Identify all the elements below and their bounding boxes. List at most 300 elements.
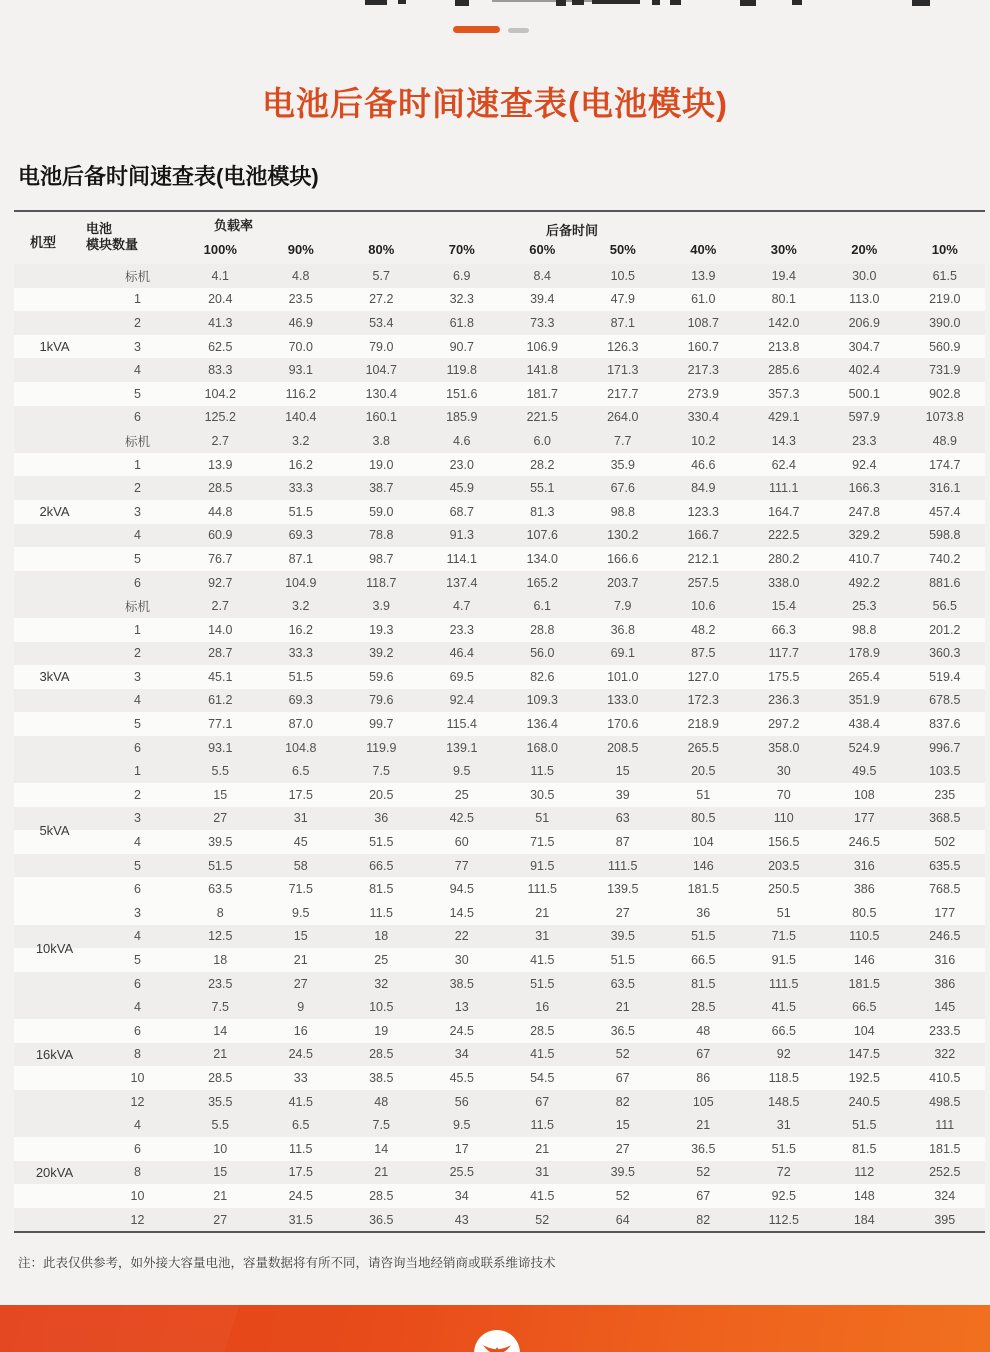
value-cell: 39.4 bbox=[530, 292, 555, 307]
value-cell: 45.5 bbox=[449, 1070, 474, 1085]
value-cell: 21 bbox=[696, 1118, 711, 1133]
load-col-header: 30% bbox=[770, 242, 797, 257]
value-cell: 112.5 bbox=[768, 1212, 799, 1227]
value-cell: 17.5 bbox=[288, 787, 313, 802]
value-cell: 99.7 bbox=[369, 717, 394, 732]
value-cell: 36.8 bbox=[610, 622, 635, 637]
value-cell: 54.5 bbox=[530, 1070, 555, 1085]
value-cell: 28.5 bbox=[691, 1000, 716, 1015]
value-cell: 134.0 bbox=[526, 551, 558, 566]
value-cell: 21 bbox=[293, 953, 308, 968]
banner-title: 电池后备时间速查表(电池模块) bbox=[262, 85, 728, 122]
value-cell: 52 bbox=[696, 1165, 711, 1180]
modules-cell: 12 bbox=[130, 1212, 145, 1227]
value-cell: 27 bbox=[293, 976, 308, 991]
value-cell: 175.5 bbox=[768, 669, 800, 684]
value-cell: 322 bbox=[934, 1047, 956, 1062]
value-cell: 113.0 bbox=[849, 292, 880, 307]
table-row bbox=[14, 901, 985, 925]
value-cell: 30.0 bbox=[852, 268, 877, 283]
value-cell: 20.5 bbox=[691, 764, 716, 779]
value-cell: 24.5 bbox=[288, 1047, 313, 1062]
value-cell: 31 bbox=[293, 811, 308, 826]
value-cell: 31 bbox=[535, 1165, 550, 1180]
value-cell: 402.4 bbox=[848, 363, 880, 378]
value-cell: 23.0 bbox=[449, 457, 474, 472]
table-row bbox=[14, 1043, 985, 1067]
value-cell: 67.6 bbox=[610, 481, 635, 496]
value-cell: 114.1 bbox=[446, 551, 477, 566]
value-cell: 395 bbox=[934, 1212, 956, 1227]
value-cell: 79.0 bbox=[369, 339, 394, 354]
value-cell: 104.9 bbox=[285, 575, 317, 590]
value-cell: 35.5 bbox=[208, 1094, 233, 1109]
value-cell: 17 bbox=[454, 1141, 469, 1156]
value-cell: 410.7 bbox=[848, 551, 880, 566]
value-cell: 91.5 bbox=[771, 953, 796, 968]
value-cell: 438.4 bbox=[848, 717, 880, 732]
value-cell: 107.6 bbox=[526, 528, 558, 543]
modules-cell: 6 bbox=[134, 976, 141, 991]
value-cell: 9.5 bbox=[453, 1118, 471, 1133]
value-cell: 330.4 bbox=[687, 410, 719, 425]
value-cell: 61.5 bbox=[932, 268, 957, 283]
value-cell: 148 bbox=[853, 1188, 875, 1203]
value-cell: 56.5 bbox=[932, 599, 957, 614]
value-cell: 31 bbox=[776, 1118, 791, 1133]
value-cell: 137.4 bbox=[446, 575, 478, 590]
value-cell: 28.5 bbox=[208, 1070, 233, 1085]
value-cell: 20.5 bbox=[369, 787, 394, 802]
value-cell: 66.5 bbox=[691, 953, 716, 968]
value-cell: 498.5 bbox=[929, 1094, 961, 1109]
value-cell: 837.6 bbox=[929, 717, 961, 732]
value-cell: 58 bbox=[293, 858, 308, 873]
value-cell: 500.1 bbox=[848, 386, 880, 401]
table-body bbox=[14, 264, 985, 1233]
value-cell: 221.5 bbox=[526, 410, 558, 425]
value-cell: 133.0 bbox=[607, 693, 639, 708]
value-cell: 177 bbox=[853, 811, 875, 826]
value-cell: 31.5 bbox=[288, 1212, 313, 1227]
table-row bbox=[14, 877, 985, 901]
modules-cell: 标机 bbox=[124, 434, 150, 449]
modules-cell: 5 bbox=[134, 717, 141, 732]
value-cell: 21 bbox=[213, 1047, 228, 1062]
value-cell: 55.1 bbox=[530, 481, 555, 496]
model-group-label: 16kVA bbox=[35, 1047, 74, 1063]
load-percentage-row bbox=[14, 242, 985, 257]
value-cell: 10.2 bbox=[691, 433, 716, 448]
value-cell: 20.4 bbox=[208, 292, 233, 307]
value-cell: 19 bbox=[374, 1023, 389, 1038]
value-cell: 51.5 bbox=[610, 953, 635, 968]
value-cell: 166.3 bbox=[848, 481, 880, 496]
modules-cell: 4 bbox=[134, 835, 141, 850]
value-cell: 264.0 bbox=[607, 410, 639, 425]
value-cell: 24.5 bbox=[288, 1188, 313, 1203]
table-row bbox=[14, 1066, 985, 1090]
value-cell: 33.3 bbox=[288, 481, 313, 496]
value-cell: 28.5 bbox=[530, 1023, 555, 1038]
model-group-label: 1kVA bbox=[39, 339, 70, 355]
modules-cell: 3 bbox=[134, 811, 141, 826]
value-cell: 212.1 bbox=[687, 551, 719, 566]
value-cell: 101.0 bbox=[607, 669, 639, 684]
value-cell: 38.5 bbox=[449, 976, 474, 991]
model-group-label: 10kVA bbox=[35, 940, 74, 956]
value-cell: 22 bbox=[454, 929, 469, 944]
modules-cell: 4 bbox=[134, 693, 141, 708]
value-cell: 247.8 bbox=[848, 504, 880, 519]
value-cell: 265.5 bbox=[687, 740, 719, 755]
table-row bbox=[14, 712, 985, 736]
table-row bbox=[14, 948, 985, 972]
value-cell: 4.8 bbox=[292, 268, 310, 283]
value-cell: 203.5 bbox=[768, 858, 800, 873]
value-cell: 83.3 bbox=[208, 363, 233, 378]
value-cell: 51.5 bbox=[852, 1118, 877, 1133]
value-cell: 881.6 bbox=[929, 575, 961, 590]
value-cell: 32.3 bbox=[449, 292, 474, 307]
table-row bbox=[14, 854, 985, 878]
value-cell: 41.5 bbox=[771, 1000, 796, 1015]
value-cell: 28.5 bbox=[369, 1047, 394, 1062]
value-cell: 63 bbox=[615, 811, 630, 826]
value-cell: 139.5 bbox=[607, 882, 639, 897]
value-cell: 51.5 bbox=[288, 504, 313, 519]
header-load-rate-label: 负载率 bbox=[214, 218, 254, 233]
value-cell: 524.9 bbox=[848, 740, 880, 755]
model-group-label: 3kVA bbox=[39, 669, 70, 685]
table-row bbox=[14, 288, 985, 312]
modules-cell: 5 bbox=[134, 953, 141, 968]
table-row bbox=[14, 500, 985, 524]
value-cell: 28.7 bbox=[208, 646, 233, 661]
value-cell: 9.5 bbox=[292, 905, 310, 920]
value-cell: 136.4 bbox=[526, 717, 558, 732]
value-cell: 236.3 bbox=[768, 693, 800, 708]
value-cell: 36.5 bbox=[691, 1141, 716, 1156]
value-cell: 84.9 bbox=[691, 481, 716, 496]
table-row bbox=[14, 264, 985, 288]
value-cell: 181.5 bbox=[929, 1141, 961, 1156]
modules-cell: 4 bbox=[134, 363, 141, 378]
value-cell: 13.9 bbox=[691, 268, 716, 283]
value-cell: 48 bbox=[696, 1023, 711, 1038]
value-cell: 222.5 bbox=[768, 528, 800, 543]
value-cell: 25.3 bbox=[852, 599, 877, 614]
value-cell: 51 bbox=[696, 787, 711, 802]
table-row bbox=[14, 1019, 985, 1043]
value-cell: 46.9 bbox=[288, 315, 313, 330]
table-row bbox=[14, 736, 985, 760]
value-cell: 156.5 bbox=[768, 835, 800, 850]
value-cell: 4.6 bbox=[453, 433, 471, 448]
load-col-header: 40% bbox=[690, 242, 717, 257]
value-cell: 21 bbox=[535, 905, 550, 920]
value-cell: 81.5 bbox=[691, 976, 716, 991]
value-cell: 16 bbox=[535, 1000, 550, 1015]
value-cell: 63.5 bbox=[610, 976, 635, 991]
value-cell: 635.5 bbox=[929, 858, 961, 873]
value-cell: 21 bbox=[374, 1165, 389, 1180]
table-row bbox=[14, 689, 985, 713]
value-cell: 127.0 bbox=[687, 669, 719, 684]
value-cell: 126.3 bbox=[607, 339, 639, 354]
value-cell: 67 bbox=[696, 1047, 711, 1062]
value-cell: 768.5 bbox=[929, 882, 961, 897]
value-cell: 69.3 bbox=[288, 528, 313, 543]
value-cell: 56.0 bbox=[530, 646, 555, 661]
value-cell: 87.0 bbox=[288, 717, 313, 732]
table-row bbox=[14, 1113, 985, 1137]
value-cell: 62.4 bbox=[771, 457, 796, 472]
value-cell: 67 bbox=[535, 1094, 550, 1109]
value-cell: 35.9 bbox=[610, 457, 635, 472]
section-heading: 电池后备时间速查表(电池模块) bbox=[18, 164, 319, 189]
value-cell: 181.5 bbox=[687, 882, 719, 897]
value-cell: 90.7 bbox=[449, 339, 474, 354]
value-cell: 15 bbox=[213, 787, 228, 802]
value-cell: 87.5 bbox=[691, 646, 716, 661]
value-cell: 80.1 bbox=[771, 292, 796, 307]
value-cell: 39.5 bbox=[610, 1165, 635, 1180]
value-cell: 92 bbox=[776, 1047, 791, 1062]
value-cell: 69.1 bbox=[610, 646, 635, 661]
model-group-label: 5kVA bbox=[39, 822, 70, 838]
value-cell: 390.0 bbox=[929, 315, 961, 330]
table-row bbox=[14, 642, 985, 666]
table-row bbox=[14, 618, 985, 642]
carousel-indicator bbox=[453, 26, 529, 33]
footnote: 注：此表仅供参考，如外接大容量电池，容量数据将有所不同，请咨询当地经销商或联系维谛技术 bbox=[18, 1255, 556, 1270]
value-cell: 32 bbox=[374, 976, 389, 991]
table-row bbox=[14, 406, 985, 430]
value-cell: 11.5 bbox=[369, 905, 393, 920]
value-cell: 17.5 bbox=[288, 1165, 313, 1180]
value-cell: 67 bbox=[615, 1070, 630, 1085]
value-cell: 45.9 bbox=[449, 481, 474, 496]
value-cell: 171.3 bbox=[607, 363, 639, 378]
value-cell: 25 bbox=[454, 787, 469, 802]
load-col-header: 20% bbox=[851, 242, 878, 257]
value-cell: 23.5 bbox=[288, 292, 313, 307]
modules-cell: 6 bbox=[134, 575, 141, 590]
modules-cell: 1 bbox=[134, 457, 141, 472]
value-cell: 5.5 bbox=[211, 764, 229, 779]
value-cell: 36 bbox=[374, 811, 389, 826]
value-cell: 217.7 bbox=[607, 386, 639, 401]
value-cell: 360.3 bbox=[929, 646, 961, 661]
value-cell: 15 bbox=[615, 764, 630, 779]
value-cell: 51.5 bbox=[369, 835, 394, 850]
table-row bbox=[14, 429, 985, 453]
value-cell: 28.2 bbox=[530, 457, 555, 472]
value-cell: 252.5 bbox=[929, 1165, 961, 1180]
value-cell: 66.3 bbox=[771, 622, 796, 637]
modules-cell: 5 bbox=[134, 551, 141, 566]
value-cell: 36.5 bbox=[369, 1212, 394, 1227]
value-cell: 80.5 bbox=[852, 905, 877, 920]
value-cell: 46.4 bbox=[449, 646, 474, 661]
value-cell: 39 bbox=[615, 787, 630, 802]
value-cell: 740.2 bbox=[929, 551, 961, 566]
value-cell: 6.9 bbox=[453, 268, 471, 283]
load-col-header: 60% bbox=[529, 242, 556, 257]
value-cell: 16 bbox=[293, 1023, 308, 1038]
value-cell: 7.5 bbox=[372, 1118, 390, 1133]
value-cell: 192.5 bbox=[848, 1070, 880, 1085]
value-cell: 109.3 bbox=[526, 693, 558, 708]
value-cell: 338.0 bbox=[768, 575, 800, 590]
value-cell: 82 bbox=[615, 1094, 630, 1109]
modules-cell: 2 bbox=[134, 315, 141, 330]
value-cell: 91.5 bbox=[530, 858, 555, 873]
value-cell: 165.2 bbox=[526, 575, 558, 590]
value-cell: 2.7 bbox=[211, 599, 229, 614]
value-cell: 47.9 bbox=[610, 292, 635, 307]
value-cell: 105 bbox=[692, 1094, 714, 1109]
carousel-dot-active bbox=[453, 26, 500, 33]
value-cell: 111.5 bbox=[769, 976, 799, 991]
value-cell: 70.0 bbox=[288, 339, 313, 354]
value-cell: 81.5 bbox=[369, 882, 394, 897]
value-cell: 316 bbox=[934, 953, 956, 968]
value-cell: 5.7 bbox=[372, 268, 390, 283]
value-cell: 60 bbox=[454, 835, 469, 850]
modules-cell: 3 bbox=[134, 669, 141, 684]
value-cell: 15 bbox=[293, 929, 308, 944]
value-cell: 51 bbox=[535, 811, 550, 826]
modules-cell: 1 bbox=[134, 292, 141, 307]
value-cell: 51.5 bbox=[771, 1141, 796, 1156]
value-cell: 28.8 bbox=[530, 622, 555, 637]
value-cell: 731.9 bbox=[929, 363, 961, 378]
value-cell: 27 bbox=[213, 1212, 228, 1227]
value-cell: 19.0 bbox=[369, 457, 394, 472]
modules-cell: 4 bbox=[134, 929, 141, 944]
value-cell: 329.2 bbox=[848, 528, 880, 543]
value-cell: 39.5 bbox=[610, 929, 635, 944]
value-cell: 116.2 bbox=[285, 386, 316, 401]
value-cell: 160.7 bbox=[687, 339, 719, 354]
value-cell: 142.0 bbox=[768, 315, 800, 330]
value-cell: 386 bbox=[853, 882, 875, 897]
modules-cell: 4 bbox=[134, 1000, 141, 1015]
table-row bbox=[14, 476, 985, 500]
value-cell: 13 bbox=[454, 1000, 469, 1015]
table-row bbox=[14, 453, 985, 477]
value-cell: 3.9 bbox=[372, 599, 390, 614]
value-cell: 98.7 bbox=[369, 551, 394, 566]
value-cell: 181.7 bbox=[526, 386, 558, 401]
value-cell: 357.3 bbox=[768, 386, 800, 401]
value-cell: 112 bbox=[854, 1165, 875, 1180]
value-cell: 41.5 bbox=[530, 1047, 555, 1062]
value-cell: 12.5 bbox=[208, 929, 233, 944]
table-row bbox=[14, 807, 985, 831]
value-cell: 146 bbox=[853, 953, 875, 968]
value-cell: 45 bbox=[293, 835, 308, 850]
value-cell: 10.5 bbox=[369, 1000, 394, 1015]
modules-cell: 6 bbox=[134, 740, 141, 755]
value-cell: 15 bbox=[213, 1165, 228, 1180]
modules-cell: 5 bbox=[134, 858, 141, 873]
value-cell: 147.5 bbox=[848, 1047, 880, 1062]
value-cell: 19.4 bbox=[771, 268, 796, 283]
value-cell: 410.5 bbox=[929, 1070, 961, 1085]
modules-cell: 10 bbox=[130, 1070, 145, 1085]
value-cell: 94.5 bbox=[449, 882, 474, 897]
modules-cell: 标机 bbox=[124, 600, 150, 615]
value-cell: 16.2 bbox=[288, 457, 313, 472]
value-cell: 18 bbox=[213, 953, 228, 968]
value-cell: 174.7 bbox=[929, 457, 961, 472]
value-cell: 104.2 bbox=[204, 386, 236, 401]
modules-cell: 3 bbox=[134, 504, 141, 519]
value-cell: 429.1 bbox=[768, 410, 800, 425]
value-cell: 78.8 bbox=[369, 528, 394, 543]
value-cell: 560.9 bbox=[929, 339, 961, 354]
value-cell: 92.4 bbox=[449, 693, 474, 708]
modules-cell: 2 bbox=[134, 481, 141, 496]
value-cell: 63.5 bbox=[208, 882, 233, 897]
value-cell: 14 bbox=[213, 1023, 228, 1038]
value-cell: 178.9 bbox=[848, 646, 880, 661]
value-cell: 201.2 bbox=[929, 622, 961, 637]
table-row bbox=[14, 1184, 985, 1208]
value-cell: 6.0 bbox=[533, 433, 551, 448]
value-cell: 19.3 bbox=[369, 622, 394, 637]
table-row bbox=[14, 547, 985, 571]
value-cell: 60.9 bbox=[208, 528, 233, 543]
value-cell: 36 bbox=[696, 905, 711, 920]
value-cell: 206.9 bbox=[848, 315, 880, 330]
modules-cell: 4 bbox=[134, 528, 141, 543]
value-cell: 80.5 bbox=[691, 811, 716, 826]
value-cell: 15 bbox=[615, 1118, 630, 1133]
value-cell: 51.5 bbox=[208, 858, 233, 873]
value-cell: 597.9 bbox=[848, 410, 880, 425]
value-cell: 10.6 bbox=[691, 599, 716, 614]
value-cell: 1073.8 bbox=[925, 410, 964, 425]
value-cell: 41.5 bbox=[288, 1094, 313, 1109]
value-cell: 145 bbox=[934, 1000, 956, 1015]
table-row bbox=[14, 1090, 985, 1114]
value-cell: 104.7 bbox=[365, 363, 397, 378]
model-group-label: 2kVA bbox=[39, 504, 70, 520]
value-cell: 170.6 bbox=[607, 717, 639, 732]
load-col-header: 80% bbox=[368, 242, 395, 257]
value-cell: 177 bbox=[934, 905, 956, 920]
value-cell: 91.3 bbox=[449, 528, 474, 543]
modules-cell: 1 bbox=[134, 622, 141, 637]
value-cell: 297.2 bbox=[768, 717, 800, 732]
value-cell: 106.9 bbox=[526, 339, 558, 354]
value-cell: 14.5 bbox=[449, 905, 474, 920]
value-cell: 82.6 bbox=[530, 669, 555, 684]
table-row bbox=[14, 925, 985, 949]
value-cell: 21 bbox=[213, 1188, 228, 1203]
value-cell: 69.3 bbox=[288, 693, 313, 708]
value-cell: 316 bbox=[853, 858, 875, 873]
value-cell: 59.0 bbox=[369, 504, 394, 519]
value-cell: 51 bbox=[776, 905, 791, 920]
value-cell: 7.7 bbox=[614, 433, 632, 448]
value-cell: 4.1 bbox=[211, 268, 229, 283]
value-cell: 66.5 bbox=[369, 858, 394, 873]
